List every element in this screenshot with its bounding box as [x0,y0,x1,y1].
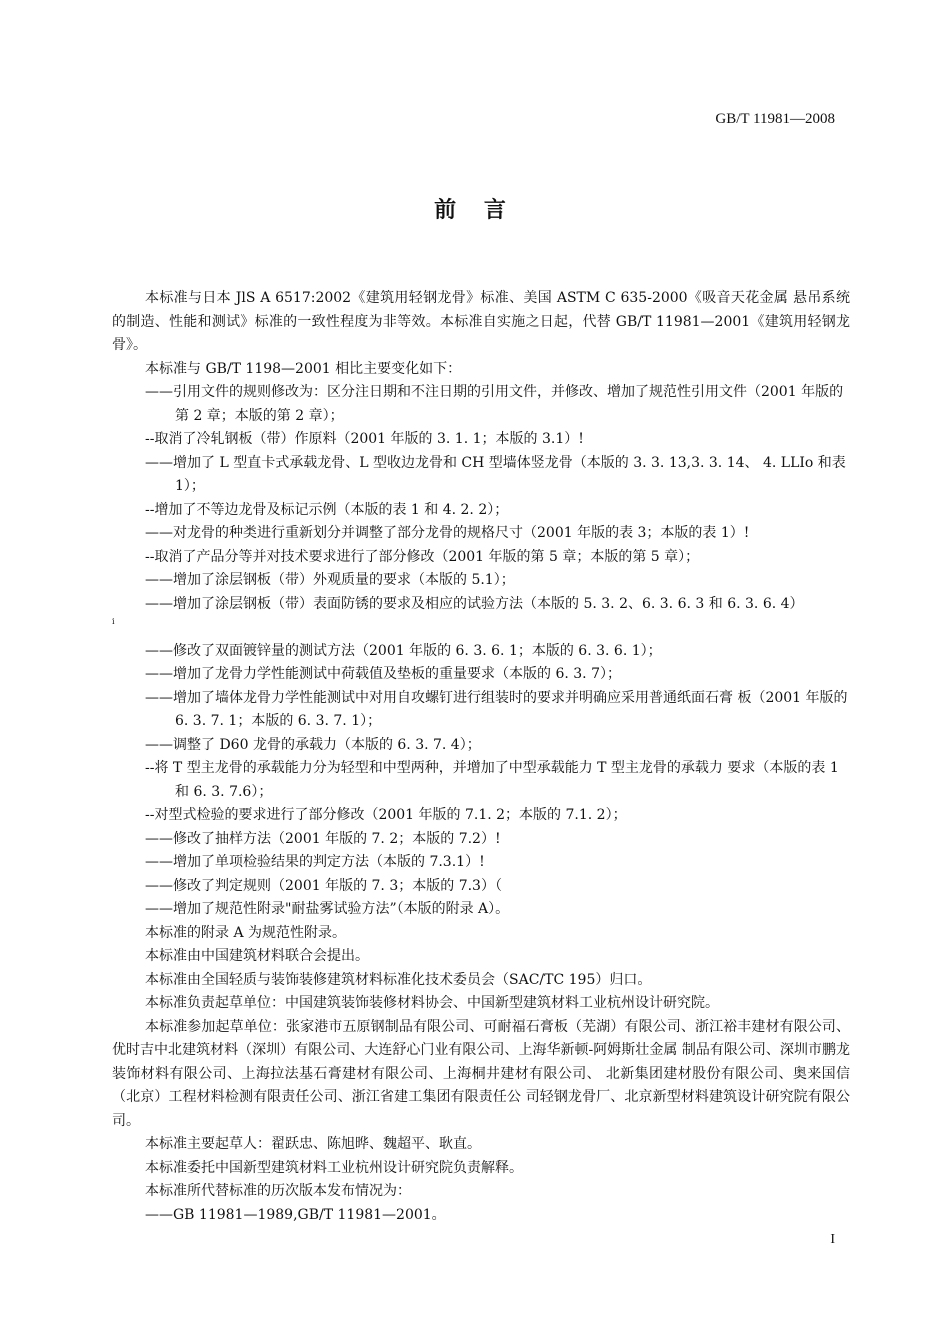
stray-mark: i [112,617,115,626]
paragraph-interpretation: 本标准委托中国新型建筑材料工业杭州设计研究院负责解释。 [145,1159,523,1176]
change-item: ——引用文件的规则修改为：区分注日期和不注日期的引用文件，并修改、增加了规范性引用文件（2001 年版的第 2 章；本版的第 2 章）； [145,384,844,424]
paragraph-changes-intro: 本标准与 GB/T 1198—2001 相比主要变化如下： [145,360,462,377]
change-item: ——对龙骨的种类进行重新划分并调整了部分龙骨的规格尺寸（2001 年版的表 3；本版的表 1）! [145,525,750,541]
change-item: ——增加了龙骨力学性能测试中荷载值及垫板的重量要求（本版的 6. 3. 7）； [145,666,621,682]
paragraph-lead-drafter: 本标准负责起草单位：中国建筑装饰装修材料协会、中国新型建筑材料工业杭州设计研究院。 [145,995,719,1011]
change-item: ——增加了墙体龙骨力学性能测试中对用自攻螺钉进行组装时的要求并明确应采用普通纸面石膏 板（2001 年版的 6. 3. 7. 1；本版的 6. 3. 7. 1）； [145,689,848,729]
change-item: ——增加了规范性附录"耐盐雾试验方法”（本版的附录 A）。 [145,901,510,917]
change-item: ——修改了判定规则（2001 年版的 7. 3；本版的 7.3）（ [145,877,502,894]
change-item: --对型式检验的要求进行了部分修改（2001 年版的 7.1. 2；本版的 7.1. 2）； [145,807,627,823]
paragraph-authors: 本标准主要起草人：翟跃忠、陈旭晔、魏超平、耿直。 [145,1136,481,1152]
change-item: ——修改了双面镀锌量的测试方法（2001 年版的 6. 3. 6. 1；本版的 6. 3. 6. 1）； [145,642,662,659]
paragraph-proposer: 本标准由中国建筑材料联合会提出。 [145,948,369,964]
history-item: ——GB 11981—1989,GB/T 11981—2001。 [145,1206,446,1223]
paragraph-participants: 本标准参加起草单位：张家港市五原钢制品有限公司、可耐福石膏板（芜湖）有限公司、浙江裕丰建材有限公司、优时吉中北建筑材料（深圳）有限公司、大连舒心门业有限公司、上海华新顿-阿姆斯壮金属 制品有限公司、深圳市鹏龙装饰材料有限公司、上海拉法基石膏建材有限公司、上海桐井建材有限公司、 北新集团建材股份有限公司、奥来国信（北京）工程材料检测有限责任公司、浙江省建工集团有限责任公 司轻钢龙骨厂、北京新型材料建筑设计研究院有限公司。 [112,1018,850,1129]
paragraph-history: 本标准所代替标准的历次版本发布情况为： [145,1183,411,1199]
paragraph-administrator: 本标准由全国轻质与装饰装修建筑材料标准化技术委员会（SAC/TC 195）归口。 [145,971,652,988]
change-item: --将 T 型主龙骨的承载能力分为轻型和中型两种，并增加了中型承载能力 T 型主龙骨的承载力 要求（本版的表 1 和 6. 3. 7.6）； [145,760,839,800]
page-title: 前 言 [434,198,516,223]
page-number: I [830,1232,835,1247]
standard-code: GB/T 11981—2008 [715,111,835,127]
change-item: ——增加了单项检验结果的判定方法（本版的 7.3.1）! [145,854,485,870]
paragraph-appendix: 本标准的附录 A 为规范性附录。 [145,924,347,941]
change-item: --取消了产品分等并对技术要求进行了部分修改（2001 年版的第 5 章；本版的第 5 章）； [145,548,700,565]
change-item: --取消了冷轧钢板（带）作原料（2001 年版的 3. 1. 1；本版的 3.1）! [145,431,584,447]
document-body [112,287,850,1227]
change-item: ——调整了 D60 龙骨的承载力（本版的 6. 3. 7. 4）； [145,736,481,753]
change-item: ——增加了涂层钢板（带）表面防锈的要求及相应的试验方法（本版的 5. 3. 2、6. 3. 6. 3 和 6. 3. 6. 4） [145,595,804,612]
change-item: ——增加了涂层钢板（带）外观质量的要求（本版的 5.1）； [145,572,515,588]
change-item: ——增加了 L 型直卡式承载龙骨、L 型收边龙骨和 CH 型墙体竖龙骨（本版的 3. 3. 13,3. 3. 14、 4. LLIo 和表 1）； [145,454,846,494]
change-item: ——修改了抽样方法（2001 年版的 7. 2；本版的 7.2）! [145,830,501,847]
paragraph-scope: 本标准与日本 JlS A 6517:2002《建筑用轻钢龙骨》标准、美国 ASTM C 635-2000《吸音天花金属 悬吊系统的制造、性能和测试》标准的一致性程度为非等效。本标准自实施之日起，代替 GB/T 11981—2001《建筑用轻钢龙骨》。 [112,290,850,353]
change-item: --增加了不等边龙骨及标记示例（本版的表 1 和 4. 2. 2）； [145,501,509,518]
